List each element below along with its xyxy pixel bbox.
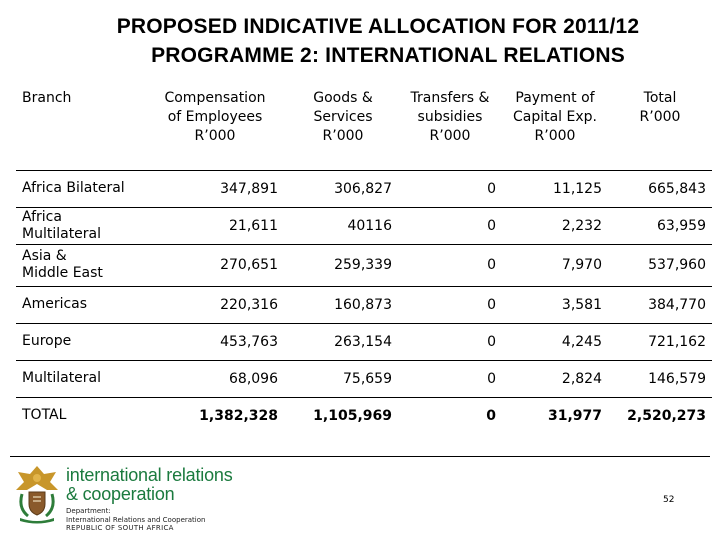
capex-cell: 31,977	[547, 407, 602, 424]
capex-cell: 2,232	[502, 207, 608, 244]
capex-cell: 2,824	[502, 360, 608, 397]
total-cell: 721,162	[608, 323, 712, 360]
header-capital-exp	[502, 83, 608, 170]
total-cell: 537,960	[608, 244, 712, 286]
goods-cell: 160,873	[288, 286, 398, 323]
compensation-cell: 21,611	[142, 207, 288, 244]
slide-title-line-2: PROGRAMME 2: INTERNATIONAL RELATIONS	[151, 44, 625, 67]
header-total-unit: R’000	[639, 109, 681, 125]
compensation-cell: 1,382,328	[199, 407, 278, 424]
department-name	[66, 507, 306, 533]
transfers-cell: 0	[398, 360, 502, 397]
capex-cell: 4,245	[502, 323, 608, 360]
country-name: REPUBLIC OF SOUTH AFRICA	[66, 524, 174, 532]
goods-cell: 40116	[288, 207, 398, 244]
header-transfers-line: Transfers &	[410, 90, 490, 106]
page-number: 52	[663, 495, 675, 505]
header-goods-line: Goods &	[313, 90, 373, 106]
header-capex-line: Capital Exp.	[512, 109, 597, 125]
slide-title-line-1: PROPOSED INDICATIVE ALLOCATION FOR 2011/12	[116, 15, 640, 38]
table-row	[16, 360, 712, 397]
compensation-cell: 453,763	[142, 323, 288, 360]
compensation-cell: 347,891	[142, 170, 288, 207]
goods-cell: 306,827	[288, 170, 398, 207]
transfers-cell: 0	[398, 207, 502, 244]
table-row	[16, 323, 712, 360]
header-total-line: Total	[643, 90, 677, 106]
total-cell: 665,843	[608, 170, 712, 207]
compensation-cell: 270,651	[142, 244, 288, 286]
total-cell: 146,579	[608, 360, 712, 397]
branch-cell: Europe	[16, 323, 142, 360]
header-compensation	[142, 83, 288, 170]
capex-cell: 11,125	[502, 170, 608, 207]
department-label: Department:	[66, 507, 111, 515]
table-total-row	[16, 397, 712, 434]
goods-cell: 263,154	[288, 323, 398, 360]
total-cell: 63,959	[608, 207, 712, 244]
branch-cell-line: Middle East	[22, 265, 103, 281]
brand-line-2: & cooperation	[66, 484, 175, 504]
header-goods-line: Services	[313, 109, 373, 125]
total-cell: 384,770	[608, 286, 712, 323]
header-total	[608, 83, 712, 170]
branch-cell: Africa Multilateral	[16, 207, 142, 244]
transfers-cell: 0	[398, 286, 502, 323]
compensation-cell: 68,096	[142, 360, 288, 397]
transfers-cell: 0	[486, 407, 496, 424]
table-row	[16, 170, 712, 207]
compensation-cell: 220,316	[142, 286, 288, 323]
header-branch: Branch	[16, 83, 142, 170]
transfers-cell: 0	[398, 323, 502, 360]
branch-cell: TOTAL	[22, 407, 67, 424]
department-full-name: International Relations and Cooperation	[66, 515, 206, 524]
table-row	[16, 207, 712, 244]
department-brand	[66, 466, 306, 533]
capex-cell: 7,970	[502, 244, 608, 286]
capex-cell: 3,581	[502, 286, 608, 323]
goods-cell: 75,659	[288, 360, 398, 397]
header-transfers-line: subsidies	[417, 109, 483, 125]
header-compensation-line: of Employees	[167, 109, 263, 125]
header-compensation-line: Compensation	[164, 90, 266, 106]
goods-cell: 1,105,969	[313, 407, 392, 424]
branch-cell: Multilateral	[16, 360, 142, 397]
branch-cell	[16, 244, 142, 286]
footer-divider	[10, 456, 710, 457]
table-row	[16, 244, 712, 286]
header-capex-unit: R’000	[534, 128, 576, 144]
header-transfers-unit: R’000	[429, 128, 471, 144]
total-cell: 2,520,273	[627, 407, 706, 424]
branch-cell: Americas	[16, 286, 142, 323]
header-compensation-unit: R’000	[194, 128, 236, 144]
goods-cell: 259,339	[288, 244, 398, 286]
allocation-table	[16, 83, 712, 434]
transfers-cell: 0	[398, 244, 502, 286]
header-capex-line: Payment of	[515, 90, 595, 106]
brand-line-1: international relations	[66, 465, 233, 485]
header-goods-unit: R’000	[322, 128, 364, 144]
transfers-cell: 0	[398, 170, 502, 207]
table-row	[16, 286, 712, 323]
table-header-row	[16, 83, 712, 170]
branch-cell: Africa Bilateral	[16, 170, 142, 207]
header-goods-services	[288, 83, 398, 170]
branch-cell-line: Asia &	[22, 248, 67, 264]
coat-of-arms-icon	[14, 464, 60, 524]
header-transfers	[398, 83, 502, 170]
